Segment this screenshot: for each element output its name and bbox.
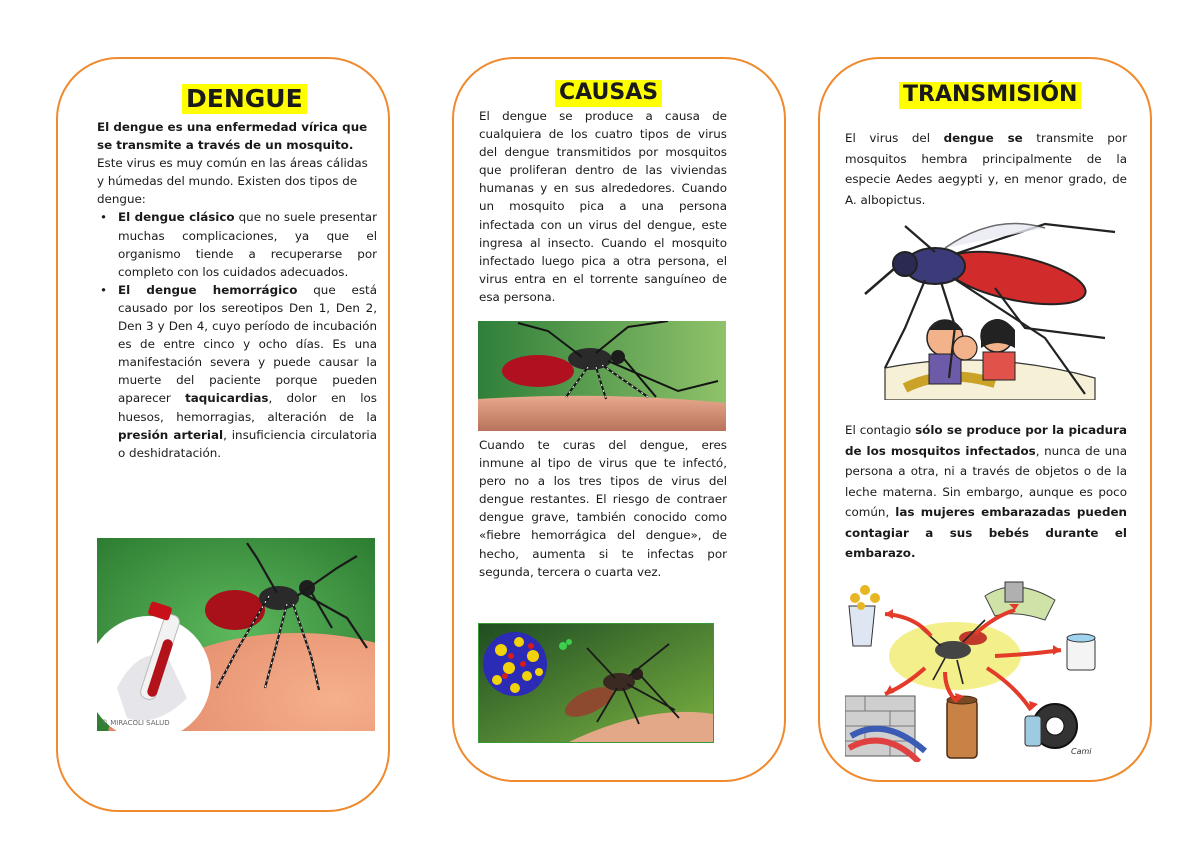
bullet2-bold-b: taquicardias xyxy=(185,391,269,406)
bullet2-text-b: , dolor en los huesos, hemorragias, alteración de la xyxy=(118,391,377,424)
transmision-text-2 xyxy=(845,420,1127,564)
transmision-text-1-b: transmite por mosquitos hembra principalmente de la especie Aedes aegypti y, en menor grado, de A. albopictus. xyxy=(845,131,1127,207)
title-dengue: DENGUE xyxy=(182,84,307,114)
bullet2-bold: El dengue hemorrágico xyxy=(118,282,298,297)
dengue-types-list xyxy=(97,208,377,461)
image-signature: Cami xyxy=(1071,747,1092,756)
bullet2-text-a: que está causado por los sereotipos Den 1, Den 2, Den 3 y Den 4, cuyo período de incubación es de entre cinco y ocho días. Es una manifestación severa y puede causar la muerte del paciente porque pueden aparecer xyxy=(118,282,377,406)
causas-text-1: El dengue se produce a causa de cualquiera de los cuatro tipos de virus del dengue transmitidos por mosquitos que proliferan dentro de las viviendas humanas y en sus alrededores. Cuando un mosquito pica a una persona infectada con un virus del dengue, este ingresa al insecto. Cuando el mosquito infectado luego pica a otra persona, el virus entra en el torrente sanguíneo de esa persona. xyxy=(479,109,727,304)
bullet2-text-c: , insuficiencia circulatoria o deshidratación. xyxy=(118,427,377,460)
giant-mosquito-family-cartoon xyxy=(845,218,1127,400)
bullet1-text: que no suele presentar muchas complicaciones, ya que el organismo tiende a recuperarse por completo con los cuidados adecuados. xyxy=(118,210,377,279)
breeding-sites-cartoon xyxy=(845,576,1111,762)
transmision-text-1-bold: dengue se xyxy=(943,131,1023,145)
list-item-dengue-clasico xyxy=(97,208,377,280)
virus-and-mosquito-image xyxy=(478,623,714,743)
bullet1-bold: El dengue clásico xyxy=(118,210,235,225)
title-causas: CAUSAS xyxy=(555,80,662,107)
mosquito-blood-test-image xyxy=(97,538,375,731)
transmision-text-2-bold-a: sólo se produce por la picadura de los mosquitos infectados xyxy=(845,423,1127,458)
transmision-text-1 xyxy=(845,128,1127,210)
mosquito-biting-skin-image xyxy=(478,321,726,431)
intro-rest: Este virus es muy común en las áreas cálidas y húmedas del mundo. Existen dos tipos de dengue: xyxy=(97,156,368,207)
bullet-icon: • xyxy=(100,282,108,297)
bullet-icon: • xyxy=(100,210,108,225)
transmision-text-1-a: El virus del xyxy=(845,131,944,145)
dengue-intro xyxy=(97,118,377,208)
intro-bold: El dengue es una enfermedad vírica que se transmite a través de un mosquito. xyxy=(97,120,368,153)
causas-text-2: Cuando te curas del dengue, eres inmune al tipo de virus que te infectó, pero no a los tres tipos de virus del dengue restantes. El riesgo de contraer dengue grave, también conocido como «fiebre hemorrágica del dengue», de hecho, aumenta si te infectas por segunda, tercera o cuarta vez. xyxy=(479,438,727,579)
title-transmision: TRANSMISIÓN xyxy=(899,82,1081,109)
image-watermark: © MIRACOLI SALUD xyxy=(101,719,170,727)
transmision-text-2-b: , nunca de una persona a otra, ni a través de objetos o de la leche materna. Sin embargo, aunque es poco común, xyxy=(845,443,1127,519)
transmision-text-2-a: El contagio xyxy=(845,423,916,437)
transmision-text-2-bold-b: las mujeres embarazadas pueden contagiar a sus bebés durante el embarazo. xyxy=(845,505,1127,560)
dengue-text xyxy=(97,118,377,462)
list-item-dengue-hemorragico xyxy=(97,281,377,462)
bullet2-bold-c: presión arterial xyxy=(118,427,224,442)
